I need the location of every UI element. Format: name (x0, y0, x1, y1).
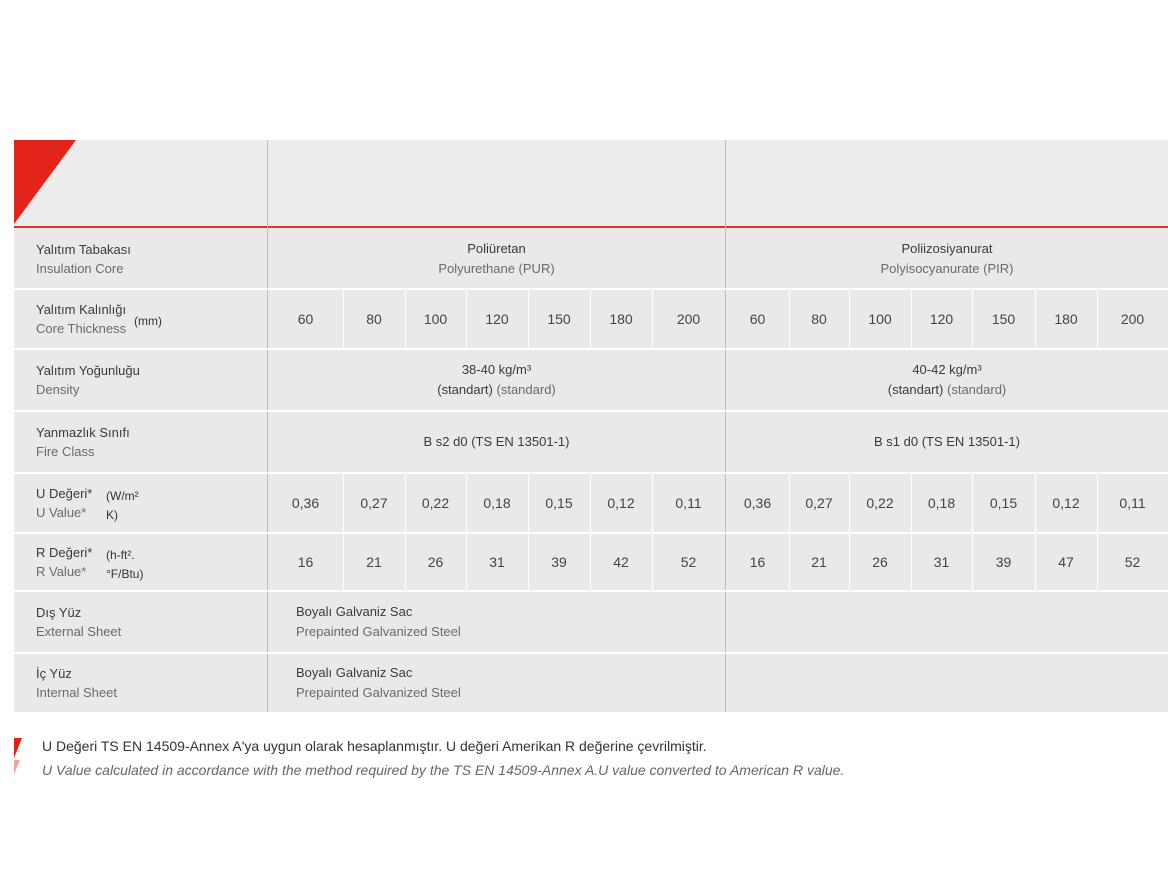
cell-divider (652, 290, 653, 348)
label-u-value: U Değeri* U Value* (W/m² K) (36, 486, 139, 522)
pur-fire-class-cell: B s2 d0 (TS EN 13501-1) (423, 434, 570, 449)
cell-divider (405, 474, 406, 532)
pir-core-cell: Poliizosiyanurat Polyisocyanurate (PIR) (880, 241, 1014, 276)
pir-thickness-cell: 60 (749, 311, 766, 327)
cell-divider (1035, 534, 1036, 590)
cell-divider (528, 474, 529, 532)
cell-divider (652, 534, 653, 590)
pir-r-value-cell: 21 (811, 554, 827, 570)
cell-divider (972, 534, 973, 590)
pur-r-value-cell: 21 (366, 554, 382, 570)
label-fire-class: Yanmazlık Sınıfı Fire Class (36, 425, 130, 459)
red-marker-icon (14, 738, 22, 758)
pir-r-value-cell: 16 (749, 554, 766, 570)
cell-divider (972, 290, 973, 348)
cell-divider (789, 474, 790, 532)
label-external-sheet: Dış Yüz External Sheet (36, 605, 122, 639)
pur-thickness-cell: 200 (676, 311, 701, 327)
pur-thickness-cell: 120 (485, 311, 509, 327)
cell-divider (466, 534, 467, 590)
external-sheet-value: Boyalı Galvaniz Sac Prepainted Galvanized Steel (296, 604, 461, 639)
cell-divider (466, 290, 467, 348)
pir-thickness-cell: 180 (1054, 311, 1078, 327)
cell-divider (405, 534, 406, 590)
label-density: Yalıtım Yoğunluğu Density (36, 363, 140, 397)
cell-divider (590, 290, 591, 348)
pir-u-value-cell: 0,18 (927, 495, 956, 511)
pir-thickness-cell: 200 (1120, 311, 1145, 327)
pir-u-value-cell: 0,27 (805, 495, 833, 511)
cell-divider (1097, 534, 1098, 590)
table-header-band (14, 140, 1168, 228)
pir-u-value-cell: 0,11 (1119, 495, 1146, 511)
pir-u-value-cell: 0,36 (743, 495, 772, 511)
cell-divider (972, 474, 973, 532)
pir-r-value-cell: 26 (872, 554, 888, 570)
cell-divider (405, 290, 406, 348)
pir-r-value-cell: 39 (995, 554, 1012, 570)
pir-thickness-cell: 80 (811, 311, 827, 327)
red-corner-triangle (14, 140, 76, 224)
pur-r-value-cell: 26 (427, 554, 444, 570)
cell-divider (1097, 474, 1098, 532)
label-r-value: R Değeri* R Value* (h-ft².°F/Btu) (36, 545, 144, 581)
pur-r-value-cell: 31 (489, 554, 505, 570)
pir-r-value-cell: 31 (933, 554, 950, 570)
pur-thickness-cell: 80 (366, 311, 382, 327)
cell-divider (1035, 290, 1036, 348)
cell-divider (652, 474, 653, 532)
pur-u-value-cell: 0,18 (483, 495, 511, 511)
cell-divider (343, 474, 344, 532)
pir-thickness-cell: 150 (991, 311, 1016, 327)
pir-fire-class-cell: B s1 d0 (TS EN 13501-1) (874, 434, 1020, 449)
pir-u-value-cell: 0,15 (989, 495, 1018, 511)
cell-divider (528, 290, 529, 348)
pir-thickness-cell: 100 (868, 311, 892, 327)
pur-core-cell: Poliüretan Polyurethane (PUR) (438, 241, 555, 276)
cell-divider (911, 290, 912, 348)
pur-u-value-cell: 0,36 (291, 495, 320, 511)
row-separator (14, 590, 1168, 592)
pur-thickness-cell: 150 (547, 311, 571, 327)
pir-thickness-cell: 120 (929, 311, 954, 327)
pink-marker-icon (14, 760, 20, 774)
cell-divider (590, 474, 591, 532)
pur-r-value-cell: 42 (613, 554, 629, 570)
cell-divider (911, 474, 912, 532)
pir-u-value-cell: 0,22 (866, 495, 894, 511)
spec-table (14, 140, 1168, 712)
cell-divider (911, 534, 912, 590)
cell-divider (789, 290, 790, 348)
internal-sheet-value: Boyalı Galvaniz Sac Prepainted Galvanized Steel (296, 665, 461, 700)
pur-u-value-cell: 0,15 (545, 495, 573, 511)
cell-divider (849, 474, 850, 532)
label-insulation-core: Yalıtım Tabakası Insulation Core (36, 242, 131, 276)
pur-thickness-cell: 100 (423, 311, 448, 327)
pur-u-value-cell: 0,27 (360, 495, 388, 511)
label-core-thickness: Yalıtım Kalınlığı Core Thickness (mm) (36, 302, 162, 336)
cell-divider (849, 534, 850, 590)
cell-divider (528, 534, 529, 590)
row-separator (14, 652, 1168, 654)
pur-r-value-cell: 39 (551, 554, 567, 570)
cell-divider (1035, 474, 1036, 532)
pur-thickness-cell: 180 (609, 311, 633, 327)
pur-u-value-cell: 0,12 (607, 495, 635, 511)
cell-divider (849, 290, 850, 348)
pir-r-value-cell: 47 (1058, 554, 1074, 570)
pir-density-cell: 40-42 kg/m³ (standart) (standard) (887, 362, 1007, 397)
cell-divider (789, 534, 790, 590)
pur-u-value-cell: 0,11 (675, 495, 702, 511)
cell-divider (343, 290, 344, 348)
pur-r-value-cell: 16 (297, 554, 314, 570)
footnote-en: U Value calculated in accordance with the method required by the TS EN 14509-Annex A.U value converted to American R value. (42, 762, 845, 778)
pur-r-value-cell: 52 (680, 554, 697, 570)
cell-divider (466, 474, 467, 532)
pur-thickness-cell: 60 (297, 311, 314, 327)
cell-divider (590, 534, 591, 590)
label-internal-sheet: İç Yüz Internal Sheet (36, 666, 117, 700)
pir-u-value-cell: 0,12 (1052, 495, 1080, 511)
pur-density-cell: 38-40 kg/m³ (standart) (standard) (437, 362, 556, 397)
cell-divider (1097, 290, 1098, 348)
cell-divider (343, 534, 344, 590)
pur-u-value-cell: 0,22 (421, 495, 450, 511)
pir-r-value-cell: 52 (1124, 554, 1141, 570)
footnote-tr: U Değeri TS EN 14509-Annex A'ya uygun olarak hesaplanmıştır. U değeri Amerikan R değerine çevrilmiştir. (42, 738, 707, 754)
